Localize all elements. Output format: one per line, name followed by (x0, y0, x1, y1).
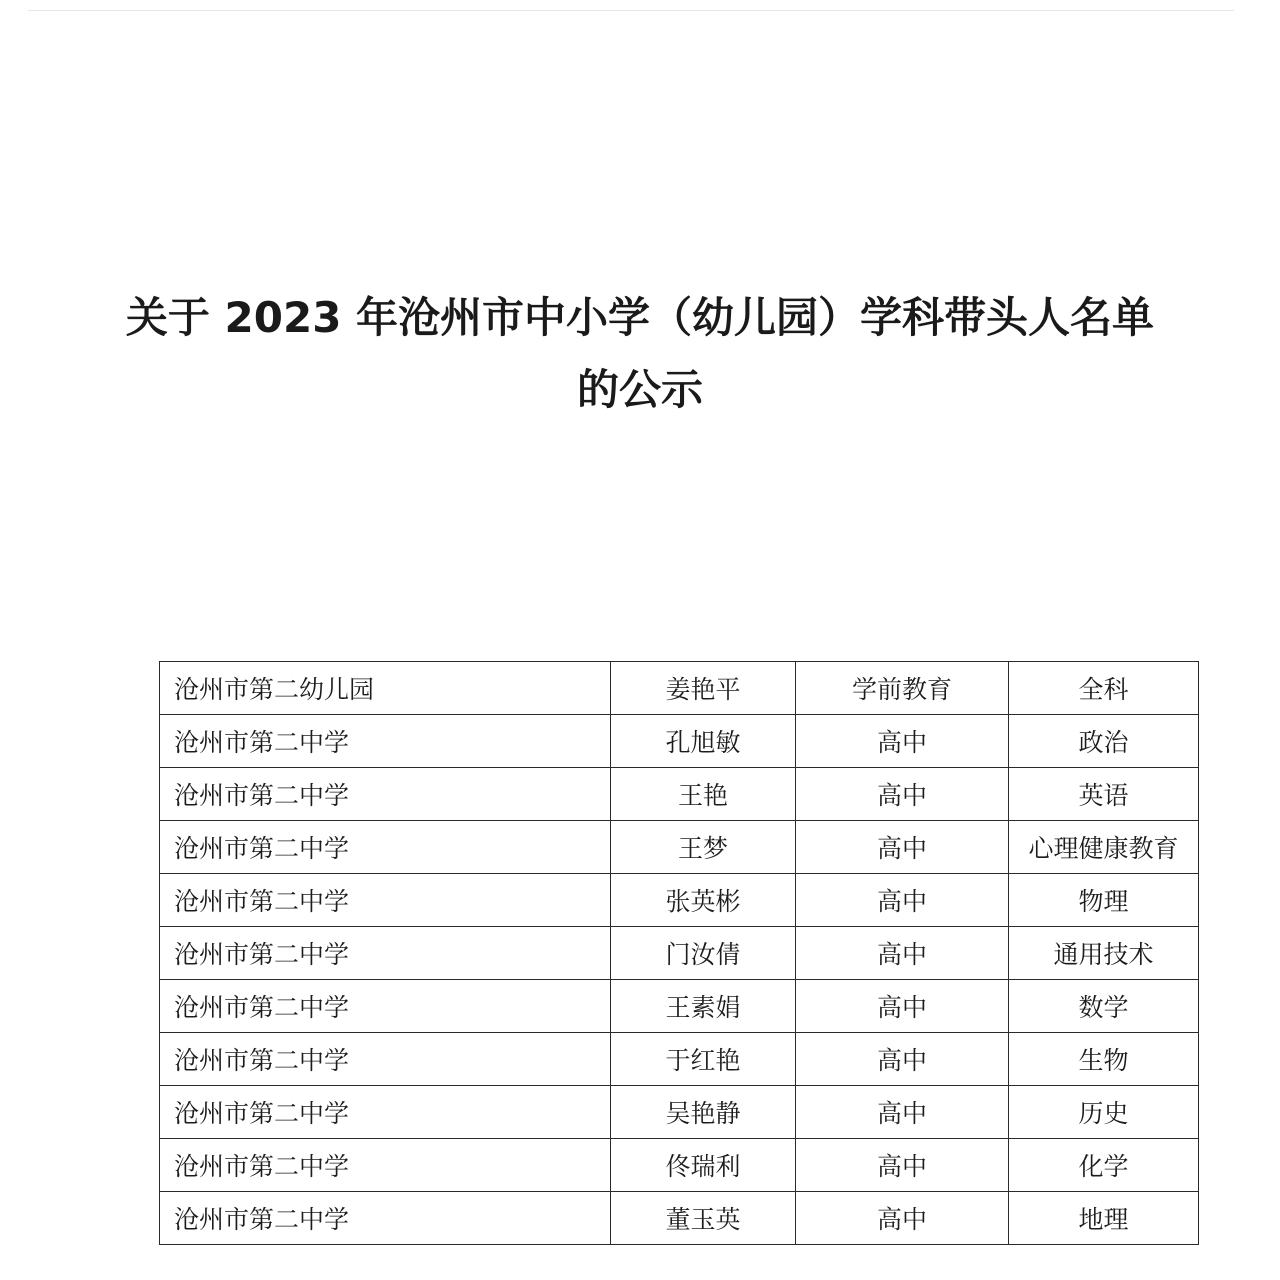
cell-subject: 历史 (1009, 1086, 1199, 1139)
cell-subject: 物理 (1009, 874, 1199, 927)
cell-subject: 政治 (1009, 715, 1199, 768)
cell-school: 沧州市第二中学 (160, 768, 611, 821)
cell-level: 高中 (796, 927, 1009, 980)
cell-name: 于红艳 (611, 1033, 796, 1086)
table-row (160, 662, 1199, 715)
cell-subject: 通用技术 (1009, 927, 1199, 980)
cell-school: 沧州市第二中学 (160, 1192, 611, 1245)
cell-level: 高中 (796, 715, 1009, 768)
cell-name: 吴艳静 (611, 1086, 796, 1139)
table-row (160, 821, 1199, 874)
cell-level: 高中 (796, 1086, 1009, 1139)
leaders-table (159, 661, 1199, 1245)
cell-school: 沧州市第二中学 (160, 1033, 611, 1086)
cell-subject: 英语 (1009, 768, 1199, 821)
cell-subject: 心理健康教育 (1009, 821, 1199, 874)
cell-school: 沧州市第二中学 (160, 1086, 611, 1139)
cell-subject: 生物 (1009, 1033, 1199, 1086)
title-line-2: 的公示 (576, 365, 703, 414)
table-row (160, 1139, 1199, 1192)
table-row (160, 874, 1199, 927)
leaders-table-container (159, 661, 1198, 1245)
table-row (160, 1086, 1199, 1139)
cell-name: 王艳 (611, 768, 796, 821)
cell-school: 沧州市第二中学 (160, 821, 611, 874)
cell-school: 沧州市第二中学 (160, 1139, 611, 1192)
title-line-1: 关于 2023 年沧州市中小学（幼儿园）学科带头人名单 (125, 293, 1155, 342)
cell-subject: 地理 (1009, 1192, 1199, 1245)
cell-name: 姜艳平 (611, 662, 796, 715)
cell-name: 董玉英 (611, 1192, 796, 1245)
cell-level: 高中 (796, 980, 1009, 1033)
cell-school: 沧州市第二幼儿园 (160, 662, 611, 715)
cell-name: 张英彬 (611, 874, 796, 927)
document-title (0, 282, 1280, 426)
cell-level: 高中 (796, 874, 1009, 927)
cell-level: 高中 (796, 821, 1009, 874)
cell-name: 孔旭敏 (611, 715, 796, 768)
cell-school: 沧州市第二中学 (160, 927, 611, 980)
cell-level: 高中 (796, 768, 1009, 821)
table-row (160, 927, 1199, 980)
cell-name: 王梦 (611, 821, 796, 874)
cell-school: 沧州市第二中学 (160, 874, 611, 927)
cell-subject: 数学 (1009, 980, 1199, 1033)
table-row (160, 715, 1199, 768)
cell-name: 佟瑞利 (611, 1139, 796, 1192)
cell-school: 沧州市第二中学 (160, 980, 611, 1033)
table-row (160, 1192, 1199, 1245)
table-row (160, 980, 1199, 1033)
cell-name: 王素娟 (611, 980, 796, 1033)
cell-subject: 全科 (1009, 662, 1199, 715)
cell-subject: 化学 (1009, 1139, 1199, 1192)
cell-school: 沧州市第二中学 (160, 715, 611, 768)
cell-level: 高中 (796, 1139, 1009, 1192)
page-top-divider (28, 10, 1234, 11)
table-row (160, 768, 1199, 821)
cell-name: 门汝倩 (611, 927, 796, 980)
cell-level: 学前教育 (796, 662, 1009, 715)
cell-level: 高中 (796, 1192, 1009, 1245)
table-row (160, 1033, 1199, 1086)
cell-level: 高中 (796, 1033, 1009, 1086)
